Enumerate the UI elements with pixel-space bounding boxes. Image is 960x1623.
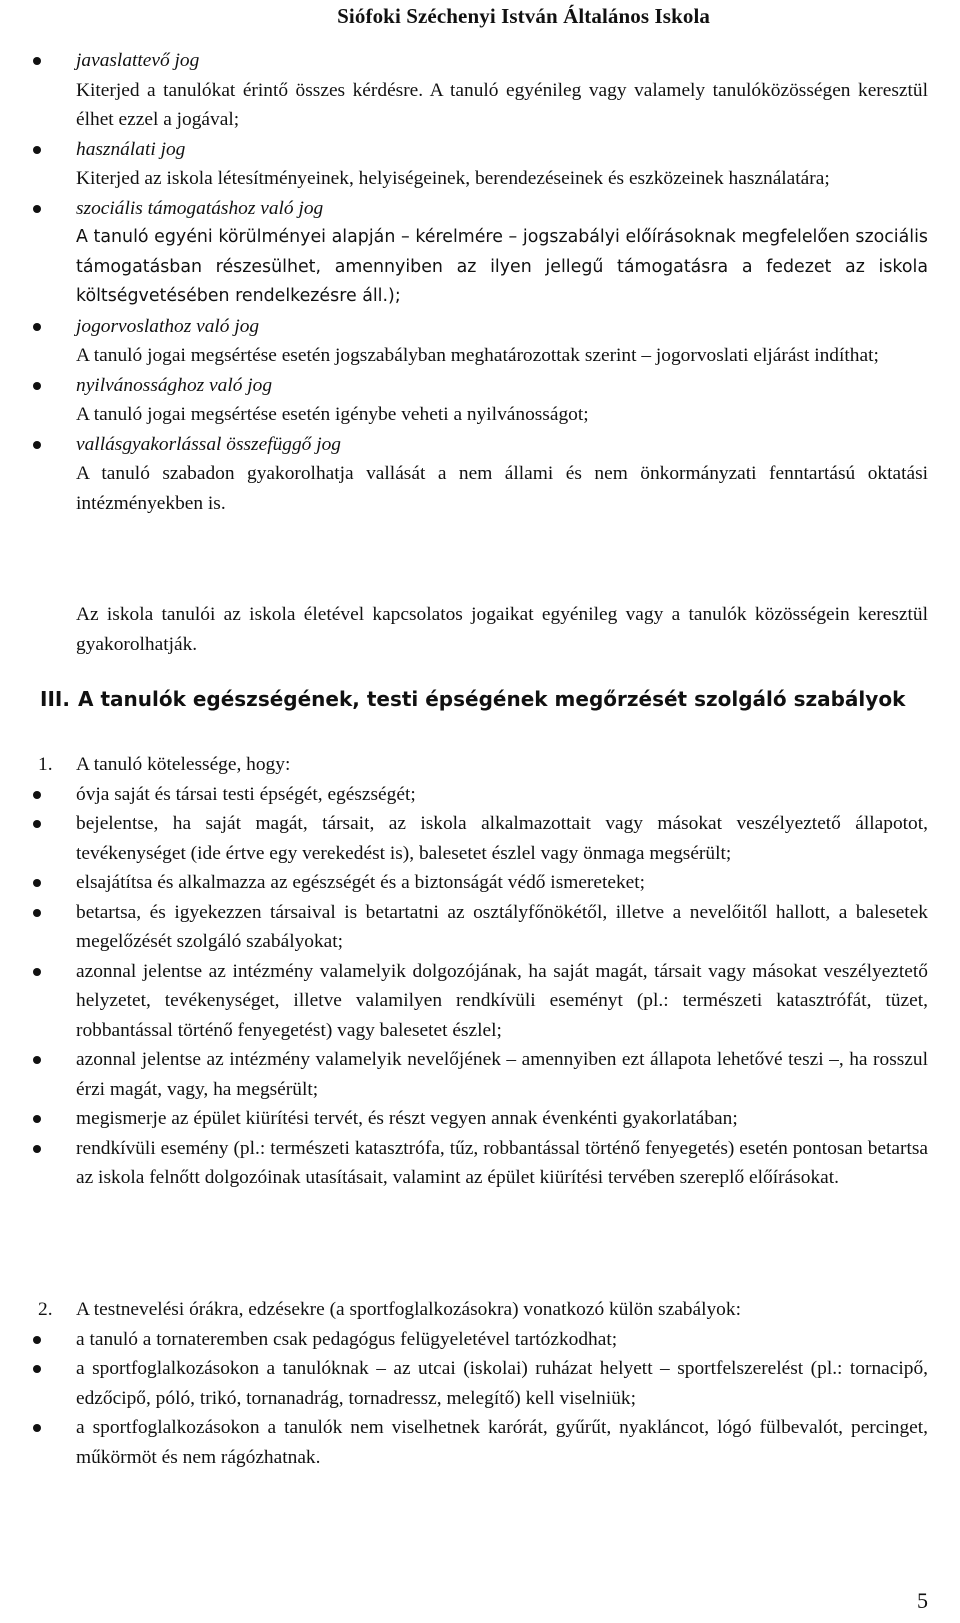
right-body: A tanuló szabadon gyakorolhatja vallását a nem állami és nem önkormányzati fenntartású oktatási intézményekben is. [76, 463, 928, 514]
list-item [76, 1134, 928, 1193]
list-item [76, 898, 928, 957]
section-number: III. [40, 687, 70, 711]
right-body: A tanuló jogai megsértése esetén jogszabályban meghatározottak szerint – jogorvoslati eljárást indíthat; [76, 345, 879, 366]
bullet-icon [33, 441, 41, 449]
bullet-icon [33, 205, 41, 213]
section-title: A tanulók egészségének, testi épségének megőrzését szolgáló szabályok [78, 687, 906, 711]
list-item [76, 780, 928, 810]
list-item-text: rendkívüli esemény (pl.: természeti katasztrófa, tűz, robbantással történő fenyegetés) esetén pontosan betartsa az iskola felnőtt dolgozóinak utasításait, valamint az épület kiürítési tervében szereplő előírásokat. [76, 1137, 928, 1188]
list-item-text: azonnal jelentse az intézmény valamelyik nevelőjének – amennyiben ezt állapota lehetővé teszi –, ha rosszul érzi magát, vagy, ha megsérült; [76, 1049, 928, 1100]
right-title: javaslattevő jog [76, 50, 200, 71]
bullet-icon [33, 879, 41, 887]
bullet-icon [33, 1336, 41, 1344]
list-item [76, 46, 928, 135]
page-header: Siófoki Széchenyi István Általános Iskola [337, 4, 710, 28]
right-body: A tanuló jogai megsértése esetén igénybe veheti a nyilvánosságot; [76, 404, 589, 425]
list-item [76, 194, 928, 312]
list-item [76, 430, 928, 519]
point-intro: A testnevelési órákra, edzésekre (a sportfoglalkozásokra) vonatkozó külön szabályok: [76, 1299, 741, 1320]
bullet-icon [33, 146, 41, 154]
section-heading [40, 687, 905, 711]
right-body: A tanuló egyéni körülményei alapján – kérelmére – jogszabályi előírásoknak megfelelően szociális támogatásban részesülhet, amennyiben az ilyen jellegű támogatásra a fedezet az iskola költségvetésében rendelkezésre áll.); [76, 227, 928, 306]
list-item [76, 1325, 928, 1355]
list-item-text: elsajátítsa és alkalmazza az egészségét és a biztonságát védő ismereteket; [76, 872, 646, 893]
list-item [76, 371, 928, 430]
right-title: szociális támogatáshoz való jog [76, 197, 324, 219]
point-number: 1. [38, 754, 53, 775]
list-item [76, 1045, 928, 1104]
list-item-text: a tanuló a tornateremben csak pedagógus felügyeletével tartózkodhat; [76, 1328, 618, 1350]
list-item-text: óvja saját és társai testi épségét, egészségét; [76, 783, 416, 805]
bullet-icon [33, 820, 41, 828]
bullet-icon [33, 1056, 41, 1064]
right-title: vallásgyakorlással összefüggő jog [76, 433, 342, 455]
bullet-icon [33, 323, 41, 331]
right-title: használati jog [76, 138, 186, 160]
summary-paragraph: Az iskola tanulói az iskola életével kapcsolatos jogaikat egyénileg vagy a tanulók közösségein keresztül gyakorolhatják. [76, 604, 928, 655]
point-2 [38, 1295, 928, 1472]
list-item [76, 1354, 928, 1413]
list-item-text: betartsa, és igyekezzen társaival is betartatni az osztályfőnökétől, illetve a nevelőitől hallott, a balesetek megelőzését szolgáló szabályokat; [76, 901, 928, 952]
bullet-icon [33, 1115, 41, 1123]
point-intro: A tanuló kötelessége, hogy: [76, 754, 291, 775]
bullet-icon [33, 382, 41, 390]
list-item-text: azonnal jelentse az intézmény valamelyik dolgozójának, ha saját magát, társait vagy másokat veszélyeztető helyzetet, tevékenységet, illetve valamilyen rendkívüli eseményt (pl.: természeti katasztrófát, tüzet, robbantással történő fenyegetést) vagy balesetet észlel; [76, 960, 928, 1041]
list-item [76, 868, 928, 898]
bullet-icon [33, 909, 41, 917]
list-item [76, 135, 928, 194]
list-item [76, 1104, 928, 1134]
right-title: jogorvoslathoz való jog [76, 315, 260, 337]
point-number: 2. [38, 1299, 53, 1320]
rights-list [76, 46, 928, 518]
bullet-icon [33, 1145, 41, 1153]
list-item [76, 809, 928, 868]
page-number: 5 [917, 1588, 928, 1613]
bullet-icon [33, 1365, 41, 1373]
point-1 [38, 750, 928, 1193]
list-item-text: a sportfoglalkozásokon a tanulók nem viselhetnek karórát, gyűrűt, nyakláncot, lógó fülbevalót, percinget, műkörmöt és nem rágózhatnak. [76, 1417, 928, 1468]
right-body: Kiterjed az iskola létesítményeinek, helyiségeinek, berendezéseinek és eszközeinek használatára; [76, 168, 830, 189]
bullet-icon [33, 791, 41, 799]
bullet-icon [33, 968, 41, 976]
right-body: Kiterjed a tanulókat érintő összes kérdésre. A tanuló egyénileg vagy valamely tanulóközösségen keresztül élhet ezzel a jogával; [76, 79, 928, 130]
list-item-text: megismerje az épület kiürítési tervét, és részt vegyen annak évenkénti gyakorlatában; [76, 1108, 738, 1129]
bullet-icon [33, 57, 41, 65]
bullet-icon [33, 1424, 41, 1432]
list-item-text: bejelentse, ha saját magát, társait, az iskola alkalmazottait vagy másokat veszélyeztető állapotot, tevékenységet (ide értve egy verekedést is), balesetet észlel vagy önmaga megsérült; [76, 813, 928, 864]
list-item [76, 1413, 928, 1472]
list-item [76, 957, 928, 1046]
list-item-text: a sportfoglalkozásokon a tanulóknak – az utcai (iskolai) ruházat helyett – sportfelszerelést (pl.: tornacipő, edzőcipő, póló, trikó, tornanadrág, tornadressz, melegítő) kell viselniük; [76, 1358, 928, 1409]
list-item [76, 312, 928, 371]
right-title: nyilvánossághoz való jog [76, 374, 273, 396]
